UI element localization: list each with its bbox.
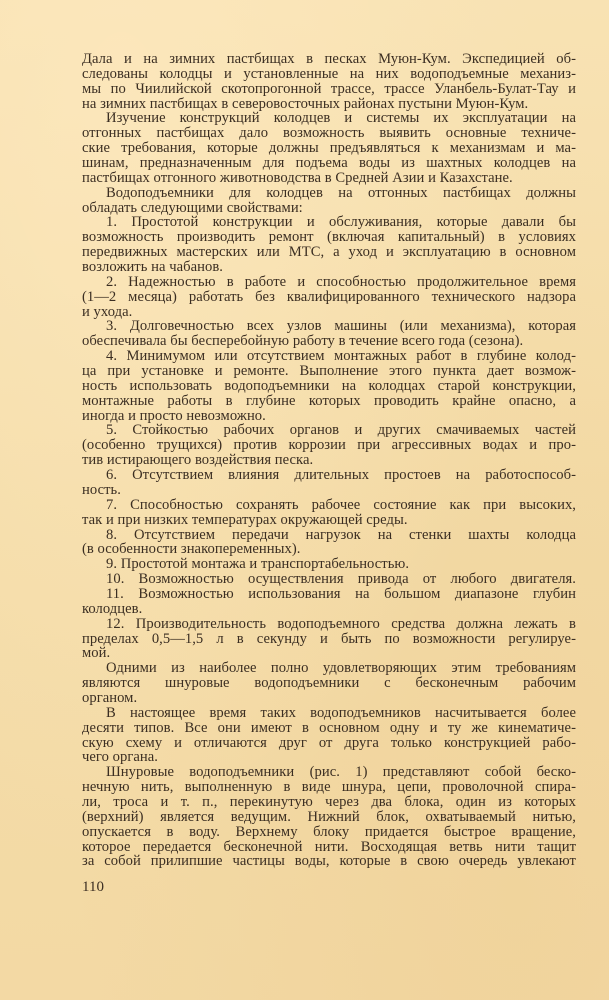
text-line: 3. Долговечностью всех узлов машины (или механизма), которая xyxy=(106,318,576,335)
text-line: 5. Стойкостью рабочих органов и других смачиваемых частей xyxy=(106,422,576,439)
text-line: иногда и просто невозможно. xyxy=(82,407,266,424)
text-line: обеспечивала бы бесперебойную работу в течение всего года (сезона). xyxy=(82,333,524,350)
text-line: ли, троса и т. п., перекинутую через два блока, один из которых xyxy=(82,793,576,810)
text-line: возложить на чабанов. xyxy=(82,259,223,276)
text-line: передвижных мастерских или МТС, а уход и эксплуатацию в основном xyxy=(82,244,576,261)
text-line: чего органа. xyxy=(82,749,158,766)
text-line: и ухода. xyxy=(82,303,133,320)
text-line: 8. Отсутствием передачи нагрузок на стенки шахты колодца xyxy=(106,526,576,543)
text-line: пастбищах отгонного животноводства в Средней Азии и Казахстане. xyxy=(82,169,513,186)
text-line: Дала и на зимних пастбищах в песках Муюн-Кум. Экспедицией об- xyxy=(82,51,576,67)
page-number: 110 xyxy=(82,879,104,895)
text-line: 4. Минимумом или отсутствием монтажных работ в глубине колод- xyxy=(106,348,576,365)
text-line: В настоящее время таких водоподъемников насчитывается более xyxy=(106,704,576,721)
text-line: ца при установке и ремонте. Выполнение этого пункта дает возмож- xyxy=(82,363,576,380)
text-line: являются шнуровые водоподъемники с бесконечным рабочим xyxy=(82,675,576,692)
text-line: Шнуровые водоподъемники (рис. 1) представляют собой беско- xyxy=(106,764,576,781)
text-line: пределах 0,5—1,5 л в секунду и быть по возможности регулируе- xyxy=(82,630,576,647)
text-line: (верхний) является ведущим. Нижний блок, охватываемый нитью, xyxy=(82,808,576,825)
text-line: тив истирающего воздействия песка. xyxy=(82,452,314,469)
text-line: Водоподъемники для колодцев на отгонных пастбищах должны xyxy=(106,184,576,201)
text-line: скую схему и отличаются друг от друга только конструкцией рабо- xyxy=(82,734,576,751)
text-line: (особенно трущихся) против коррозии при агрессивных водах и про- xyxy=(82,437,576,454)
text-line: нечную нить, выполненную в виде шнура, цепи, проволочной спира- xyxy=(82,779,576,796)
text-line: органом. xyxy=(82,689,138,706)
text-line: ские требования, которые должны предъявляться к механизмам и ма- xyxy=(82,140,576,157)
text-line: мы по Чиилийской скотопрогонной трассе, трассе Уланбель-Булат-Тау и xyxy=(82,80,576,97)
text-line: 7. Способностью сохранять рабочее состояние как при высоких, xyxy=(106,496,576,513)
text-line: (1—2 месяца) работать без квалифицированного технического надзора xyxy=(82,288,576,305)
text-line: Одними из наиболее полно удовлетворяющих этим требованиям xyxy=(106,660,576,677)
text-line: монтажные работы в глубине которых проводить крайне опасно, а xyxy=(82,392,576,409)
text-line: шинам, предназначенным для подъема воды из шахтных колодцев на xyxy=(82,155,576,172)
text-line: 1. Простотой конструкции и обслуживания, которые давали бы xyxy=(106,214,576,231)
text-line: десяти типов. Все они имеют в основном одну и ту же кинематиче- xyxy=(82,719,576,736)
text-line: обладать следующими свойствами: xyxy=(82,199,303,216)
text-line: 11. Возможностью использования на большом диапазоне глубин xyxy=(106,585,576,602)
text-line: опускается в воду. Верхнему блоку придается быстрое вращение, xyxy=(82,823,576,840)
page-text-body xyxy=(82,52,576,869)
text-line: 6. Отсутствием влияния длительных простоев на работоспособ- xyxy=(106,467,576,484)
text-line: (в особенности знакопеременных). xyxy=(82,541,301,558)
text-line: следованы колодцы и установленные на них водоподъемные механиз- xyxy=(82,65,576,82)
text-line: которое передается бесконечной нити. Восходящая ветвь нити тащит xyxy=(82,838,576,855)
text-line: мой. xyxy=(82,645,111,662)
text-line: 2. Надежностью в работе и способностью продолжительное время xyxy=(106,273,576,290)
text-line: возможность производить ремонт (включая капитальный) в условиях xyxy=(82,229,576,246)
text-line: 12. Производительность водоподъемного средства должна лежать в xyxy=(106,615,576,632)
text-line: за собой прилипшие частицы воды, которые в свою очередь увлекают xyxy=(82,853,576,870)
text-line: отгонных пастбищах дало возможность выявить основные техниче- xyxy=(82,125,576,142)
text-line: колодцев. xyxy=(82,600,143,617)
text-line: так и при низких температурах окружающей среды. xyxy=(82,511,408,528)
text-line: Изучение конструкций колодцев и системы их эксплуатации на xyxy=(106,110,576,127)
text-line: ность. xyxy=(82,481,121,498)
text-line: 10. Возможностью осуществления привода от любого двигателя. xyxy=(106,571,576,588)
text-line: 9. Простотой монтажа и транспортабельностью. xyxy=(106,556,410,573)
text-line: на зимних пастбищах в северовосточных районах пустыни Муюн-Кум. xyxy=(82,95,529,112)
text-line: ность использовать водоподъемники на колодцах старой конструкции, xyxy=(82,377,576,394)
